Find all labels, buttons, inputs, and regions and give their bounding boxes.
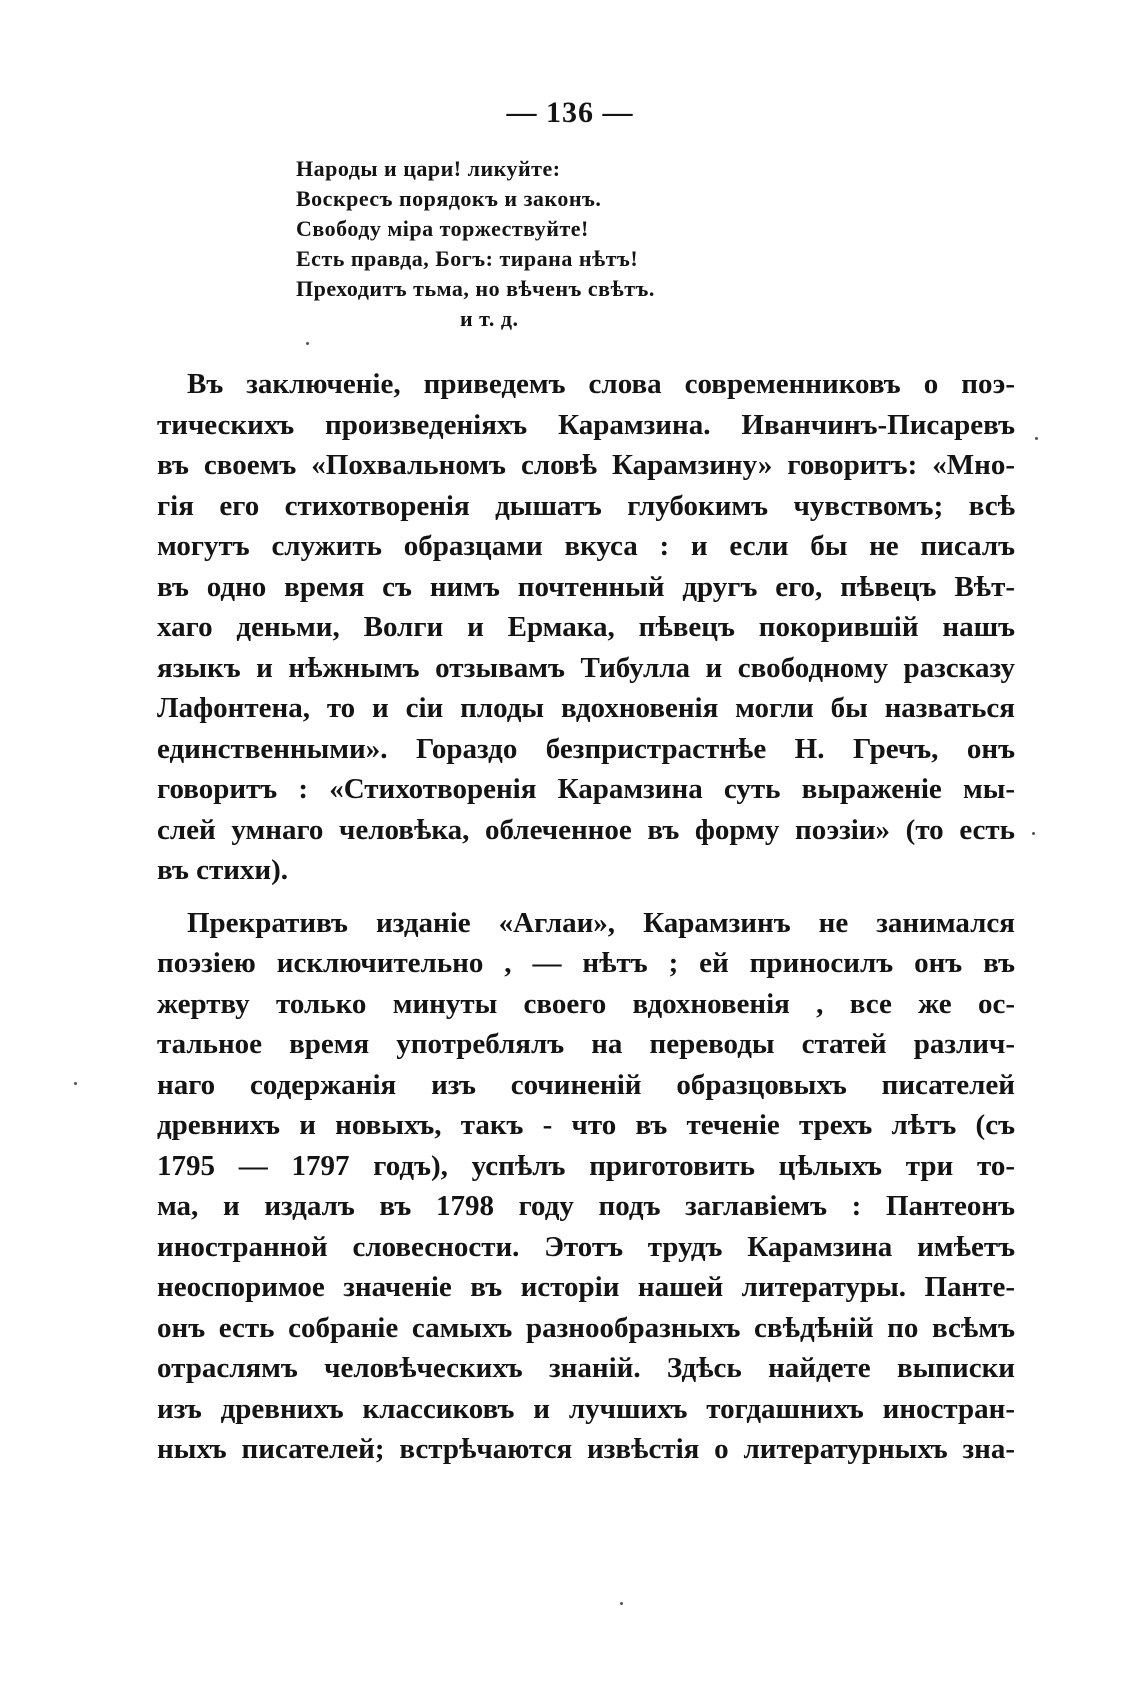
paragraph-conclusion (157, 364, 1015, 891)
text-line: иностранной словесности. Этотъ трудъ Карамзина имѣетъ (157, 1230, 1015, 1263)
print-speck (306, 342, 309, 345)
text-line: слей умнаго человѣка, облеченное въ форму поэзіи» (то есть (157, 813, 1015, 846)
text-line: гія его стихотворенія дышатъ глубокимъ чувствомъ; всѣ (157, 489, 1015, 522)
text-line: изъ древнихъ классиковъ и лучшихъ тогдашнихъ иностран- (157, 1392, 1015, 1425)
print-speck (1032, 832, 1035, 835)
page-number: — 136 — (506, 96, 634, 129)
text-line: наго содержанія изъ сочиненій образцовыхъ писателей (157, 1068, 1015, 1101)
poem-line: Воскресъ порядокъ и законъ. (296, 186, 602, 211)
text-line: въ стихи). (157, 854, 289, 886)
text-line: Лафонтена, то и сіи плоды вдохновенія могли бы назваться (157, 692, 1015, 724)
text-line: поэзіею исключительно , — нѣтъ ; ей приносилъ онъ въ (157, 947, 1015, 979)
text-line: жертву только минуты своего вдохновенія , все же ос- (157, 987, 1015, 1020)
print-speck (74, 1082, 77, 1085)
poem-etcetera: и т. д. (460, 306, 519, 331)
text-line: ныхъ писателей; встрѣчаются извѣстія о литературныхъ зна- (157, 1433, 1015, 1465)
poem-line: Есть правда, Богъ: тирана нѣтъ! (296, 246, 639, 271)
text-line: онъ есть собраніе самыхъ разнообразныхъ свѣдѣній по всѣмъ (157, 1311, 1015, 1344)
text-line: могутъ служить образцами вкуса : и если бы не писалъ (157, 530, 1015, 562)
text-line: 1795 — 1797 годъ), успѣлъ приготовить цѣлыхъ три то- (157, 1149, 1015, 1182)
text-line: говоритъ : «Стихотворенія Карамзина суть выраженіе мы- (157, 773, 1015, 805)
body-text (157, 364, 1015, 1470)
print-speck (620, 1602, 623, 1605)
print-speck (1035, 437, 1038, 440)
text-line: Въ заключеніе, приведемъ слова современниковъ о поэ- (187, 368, 1015, 400)
paragraph-pantheon (157, 903, 1015, 1470)
text-line: Прекративъ изданіе «Аглаи», Карамзинъ не занимался (187, 906, 1015, 939)
poem-line: Преходитъ тьма, но вѣченъ свѣтъ. (296, 276, 655, 301)
text-line: древнихъ и новыхъ, такъ - что въ теченіе трехъ лѣтъ (съ (157, 1109, 1015, 1141)
text-line: ма, и издалъ въ 1798 году подъ заглавіемъ : Пантеонъ (157, 1190, 1015, 1222)
text-line: тальное время употреблялъ на переводы статей различ- (157, 1028, 1015, 1060)
text-line: языкъ и нѣжнымъ отзывамъ Тибулла и свободному разсказу (157, 651, 1015, 684)
text-line: въ одно время съ нимъ почтенный другъ его, пѣвецъ Вѣт- (157, 570, 1015, 603)
poem-line: Народы и цари! ликуйте: (296, 156, 561, 181)
poem-line: Свободу міра торжествуйте! (296, 216, 589, 241)
text-line: тическихъ произведеніяхъ Карамзина. Иванчинъ-Писаревъ (157, 408, 1015, 441)
text-line: хаго деньми, Волги и Ермака, пѣвецъ покорившій нашъ (157, 611, 1015, 643)
text-line: въ своемъ «Похвальномъ словѣ Карамзину» говоритъ: «Мно- (157, 449, 1015, 481)
text-line: единственными». Гораздо безпристрастнѣе Н. Гречъ, онъ (157, 732, 1015, 765)
text-line: неоспоримое значеніе въ исторіи нашей литературы. Панте- (157, 1271, 1015, 1303)
poem-stanza (296, 154, 816, 334)
text-line: отраслямъ человѣческихъ знаній. Здѣсь найдете выписки (157, 1352, 1015, 1384)
